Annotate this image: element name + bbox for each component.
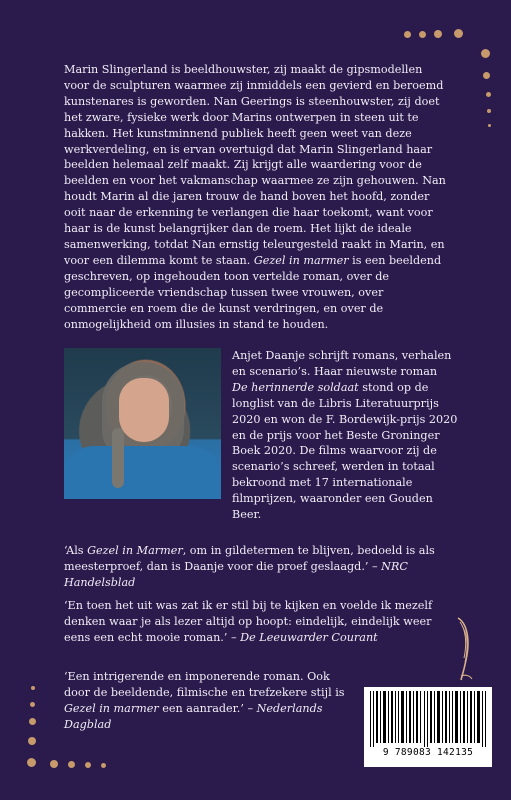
dot	[101, 763, 106, 768]
dot	[481, 49, 490, 58]
dot	[85, 762, 91, 768]
dot	[27, 758, 36, 767]
isbn-digits: 9 789083 142135	[382, 747, 474, 758]
synopsis-text	[64, 62, 448, 332]
synopsis-part-2: is een beeldend geschreven, op ingehouden toon vertelde roman, over de gecompliceerde vriendschap tussen twee vrouwen, over commercie en roem die de kunst verdringen, en over de onmogelijkheid om illusies in stand te houden.	[64, 253, 442, 331]
quote-text: ‘Een intrigerende en imponerende roman. Ook door de beeldende, filmische en trefzekere stijl is	[64, 670, 345, 699]
dot	[31, 686, 35, 690]
dot	[30, 702, 35, 707]
dot	[419, 31, 426, 38]
review-quote-1	[64, 543, 448, 591]
synopsis-part-1: Marin Slingerland is beeldhouwster, zij maakt de gipsmodellen voor de sculpturen waarmee zij inmiddels een gevierd en beroemd kunstenares is geworden. Nan Geerings is steenhouwster, zij doet het zware, fysieke werk door Marins ontwerpen in steen uit te hakken. Het kunstminnend publiek heeft geen weet van deze werkverdeling, en is ervan overtuigd dat Marin Slingerland haar beelden helemaal zelf maakt. Zij krijgt alle waardering voor de beelden en voor het vakmanschap waarmee ze zijn gehouwen. Nan houdt Marin al die jaren trouw de hand boven het hoofd, zonder ooit naar de erkenning te verlangen die haar toekomt, want voor haar is de kunst belangrijker dan de roem. Het lijkt de ideale samenwerking, totdat Nan ernstig teleurgesteld raakt in Marin, en voor een dilemma komt te staan.	[64, 63, 446, 267]
publisher-logo-icon	[452, 612, 476, 682]
author-photo	[64, 348, 221, 499]
author-bio-part-1: Anjet Daanje schrijft romans, verhalen en scenario’s. Haar nieuwste roman	[232, 349, 452, 378]
quote-source: De Leeuwarder Courant	[240, 630, 378, 644]
quote-source: NRC Handelsblad	[64, 559, 408, 589]
dot	[454, 29, 463, 38]
dot	[29, 718, 36, 725]
quote-title: Gezel in Marmer	[87, 544, 183, 557]
quote-text: een aanrader.’ –	[158, 701, 257, 715]
quote-source: Nederlands Dagblad	[64, 701, 323, 731]
quote-text: ‘En toen het uit was zat ik er stil bij te kijken en voelde ik mezelf denken waar je als lezer altijd op hoopt: eindelijk, eindelijk weer eens een echt mooie roman.’ –	[64, 599, 433, 644]
dot	[68, 761, 75, 768]
author-bio	[232, 348, 462, 523]
author-bio-part-2: stond op de longlist van de Libris Literatuurprijs 2020 en won de F. Bordewijk-prijs 2020 en de prijs voor het Beste Groninger Boek 2020. De films waarvoor zij de scenario’s schreef, werden in totaal bekroond met 17 internationale filmprijzen, waaronder een Gouden Beer.	[232, 380, 458, 522]
review-quote-2	[64, 598, 448, 646]
quote-title: Gezel in marmer	[64, 701, 159, 715]
dot	[483, 72, 490, 79]
dot	[50, 760, 58, 768]
novel-title: De herinnerde soldaat	[232, 380, 359, 394]
dot	[434, 30, 442, 38]
review-quote-3	[64, 669, 354, 733]
dot	[486, 92, 491, 97]
quote-text: , om in gildetermen te blijven, bedoeld is als meesterproef, dan is Daanje voor die proef geslaagd.’ –	[64, 544, 435, 573]
dot	[404, 31, 411, 38]
dot	[487, 109, 491, 113]
barcode-bars	[368, 691, 488, 747]
quote-text: ‘Als	[64, 544, 88, 557]
dot	[28, 737, 36, 745]
isbn-barcode	[364, 687, 492, 767]
dot	[488, 124, 491, 127]
book-title: Gezel in marmer	[253, 253, 349, 267]
